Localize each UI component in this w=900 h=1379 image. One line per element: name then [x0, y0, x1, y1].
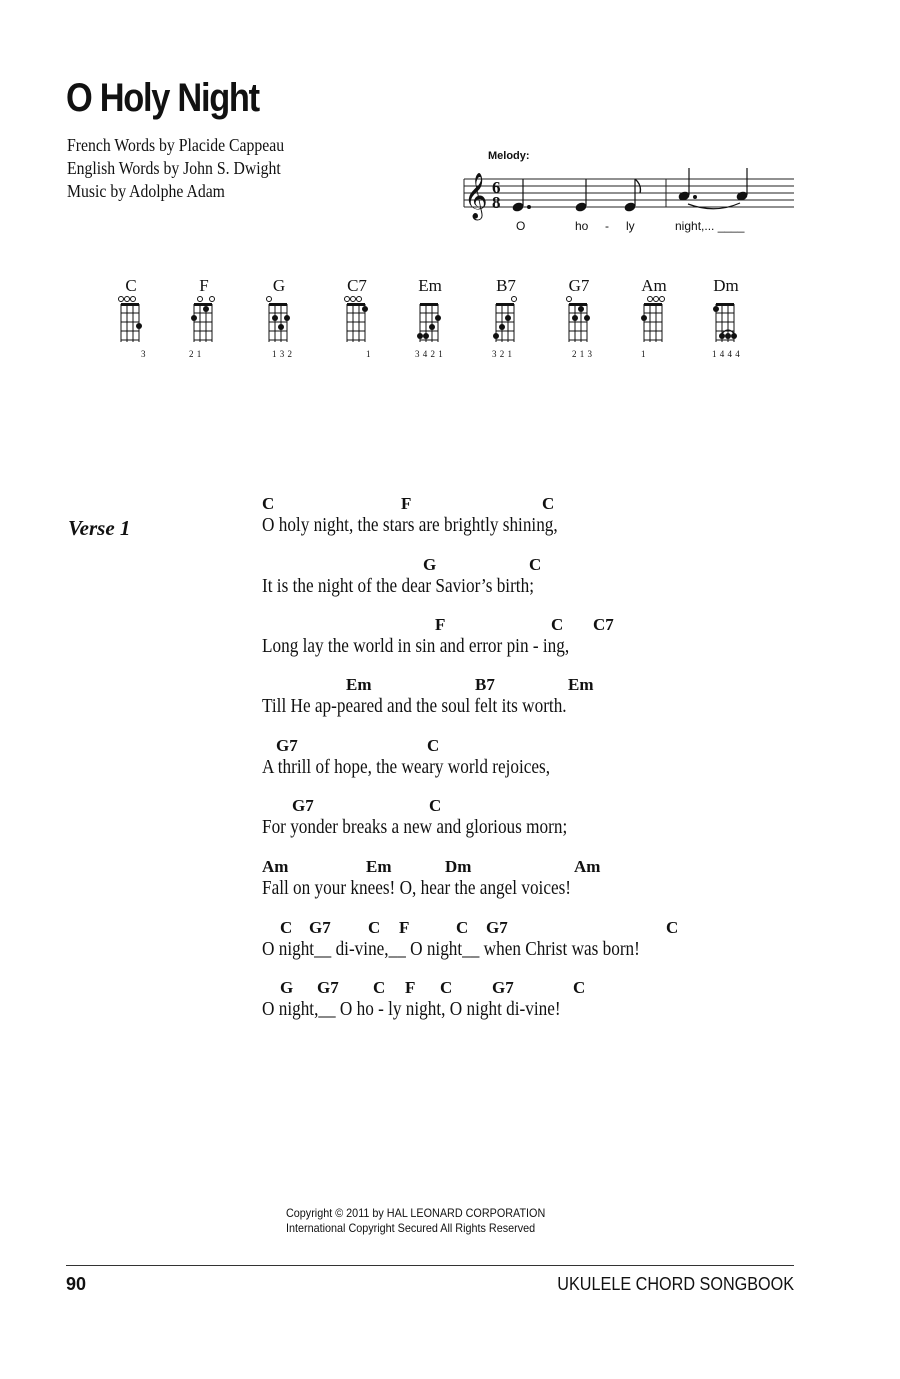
chord-symbol: Dm [445, 857, 472, 876]
melody-label: Melody: [488, 150, 530, 162]
chord-row [262, 857, 822, 879]
melody-excerpt [460, 146, 800, 246]
chord-fingering: 2 1 3 [572, 349, 593, 359]
song-line [262, 615, 822, 675]
chord-symbol: G [423, 555, 437, 574]
chord-symbol: C [368, 918, 381, 937]
treble-clef-icon: 𝄞 [464, 173, 488, 219]
chord-symbol: F [405, 978, 416, 997]
lyric-line: Till He ap-peared and the soul felt its worth. [262, 695, 567, 717]
chord-fingering: 2 1 [189, 349, 202, 359]
song-line [262, 918, 822, 978]
chord-symbol: C [429, 796, 442, 815]
melody-lyric: ho [575, 219, 589, 233]
chord-name: Em [418, 276, 442, 295]
time-sig-bottom: 8 [492, 193, 501, 212]
chord-diagram-g [249, 272, 309, 367]
chord-symbol: F [399, 918, 410, 937]
chord-symbol: Em [366, 857, 392, 876]
chord-fingering: 1 [366, 349, 371, 359]
chord-name: Dm [713, 276, 739, 295]
chord-symbol: C [262, 494, 275, 513]
chord-name: Am [641, 276, 667, 295]
chord-symbol: C [427, 736, 440, 755]
chord-name: G7 [568, 276, 590, 295]
chord-fingering: 1 4 4 4 [712, 349, 741, 359]
chord-name: G [272, 276, 286, 295]
credits [67, 134, 308, 203]
lyric-line: It is the night of the dear Savior’s birth; [262, 575, 534, 597]
song-line [262, 494, 822, 554]
chord-fingering: 1 [641, 349, 646, 359]
chord-symbol: Em [346, 675, 372, 694]
credit-english-words: English Words by John S. Dwight [67, 158, 281, 178]
chord-symbol: F [435, 615, 446, 634]
time-sig-top: 6 [492, 178, 501, 197]
lyric-line: Fall on your knees! O, hear the angel voices! [262, 877, 572, 899]
lyric-line: Long lay the world in sin and error pin - ing, [262, 635, 570, 657]
song-title: O Holy Night [66, 76, 259, 120]
chord-diagrams [0, 272, 900, 372]
song-line [262, 796, 822, 856]
chord-diagram-c7 [327, 272, 387, 367]
chord-diagram-am [624, 272, 684, 367]
chord-symbol: G7 [276, 736, 298, 755]
chord-diagram-c [101, 272, 161, 367]
chord-diagram-f [174, 272, 234, 367]
melody-lyric: ly [626, 219, 635, 233]
chord-symbol: C [280, 918, 293, 937]
chord-symbol: F [401, 494, 412, 513]
melody-lyric: O [516, 219, 526, 233]
copyright-line: International Copyright Secured All Rights Reserved [286, 1221, 536, 1235]
chord-row [262, 736, 822, 758]
chord-name: B7 [496, 276, 516, 295]
chord-symbol: G7 [292, 796, 314, 815]
chord-row [262, 555, 822, 577]
chord-diagram-b7 [476, 272, 536, 367]
lyric-line: A thrill of hope, the weary world rejoices, [262, 756, 551, 778]
chord-fingering: 3 2 1 [492, 349, 513, 359]
melody-lyric: - [605, 219, 609, 233]
credit-music: Music by Adolphe Adam [67, 181, 225, 201]
song-line [262, 978, 822, 1038]
chord-symbol: C7 [593, 615, 614, 634]
chord-diagram-em [400, 272, 460, 367]
chord-symbol: C [529, 555, 542, 574]
song-line [262, 675, 822, 735]
chord-symbol: G7 [486, 918, 508, 937]
chord-symbol: G7 [309, 918, 331, 937]
chord-name: C [125, 276, 137, 295]
chord-row [262, 978, 822, 1000]
credit-french-words: French Words by Placide Cappeau [67, 135, 285, 155]
chord-diagram-g7 [549, 272, 609, 367]
chord-diagram-dm [696, 272, 756, 367]
verse-label: Verse 1 [68, 516, 131, 540]
chord-symbol: C [373, 978, 386, 997]
chord-row [262, 675, 822, 697]
page-number: 90 [66, 1274, 87, 1294]
chord-fingering: 1 3 2 [272, 349, 293, 359]
footer-divider [66, 1265, 794, 1266]
lyric-line: For yonder breaks a new and glorious morn; [262, 816, 568, 838]
lyric-line: O night,__ O ho - ly night, O night di-vine! [262, 998, 561, 1020]
chord-row [262, 796, 822, 818]
chord-symbol: C [542, 494, 555, 513]
chord-fingering: 3 [141, 349, 146, 359]
chord-symbol: G7 [492, 978, 514, 997]
song-line [262, 736, 822, 796]
chord-fingering: 3 4 2 1 [415, 349, 444, 359]
lyric-line: O holy night, the stars are brightly shining, [262, 514, 558, 536]
chord-symbol: Am [574, 857, 601, 876]
chord-row [262, 615, 822, 637]
copyright-notice [286, 1206, 574, 1236]
chord-row [262, 494, 822, 516]
book-title: UKULELE CHORD SONGBOOK [557, 1274, 794, 1294]
chord-symbol: G [280, 978, 294, 997]
lyric-line: O night__ di-vine,__ O night__ when Christ was born! [262, 938, 640, 960]
chord-symbol: G7 [317, 978, 339, 997]
song-line [262, 857, 822, 917]
chord-symbol: C [551, 615, 564, 634]
chord-symbol: Am [262, 857, 289, 876]
chord-symbol: B7 [475, 675, 495, 694]
chord-symbol: C [440, 978, 453, 997]
chord-symbol: C [573, 978, 586, 997]
chord-symbol: C [666, 918, 679, 937]
chord-name: C7 [347, 276, 367, 295]
song-line [262, 555, 822, 615]
chord-row [262, 918, 822, 940]
chord-symbol: Em [568, 675, 594, 694]
chord-name: F [199, 276, 209, 295]
melody-lyric: night,... ____ [675, 219, 745, 233]
chord-symbol: C [456, 918, 469, 937]
copyright-line: Copyright © 2011 by HAL LEONARD CORPORATION [286, 1206, 546, 1220]
